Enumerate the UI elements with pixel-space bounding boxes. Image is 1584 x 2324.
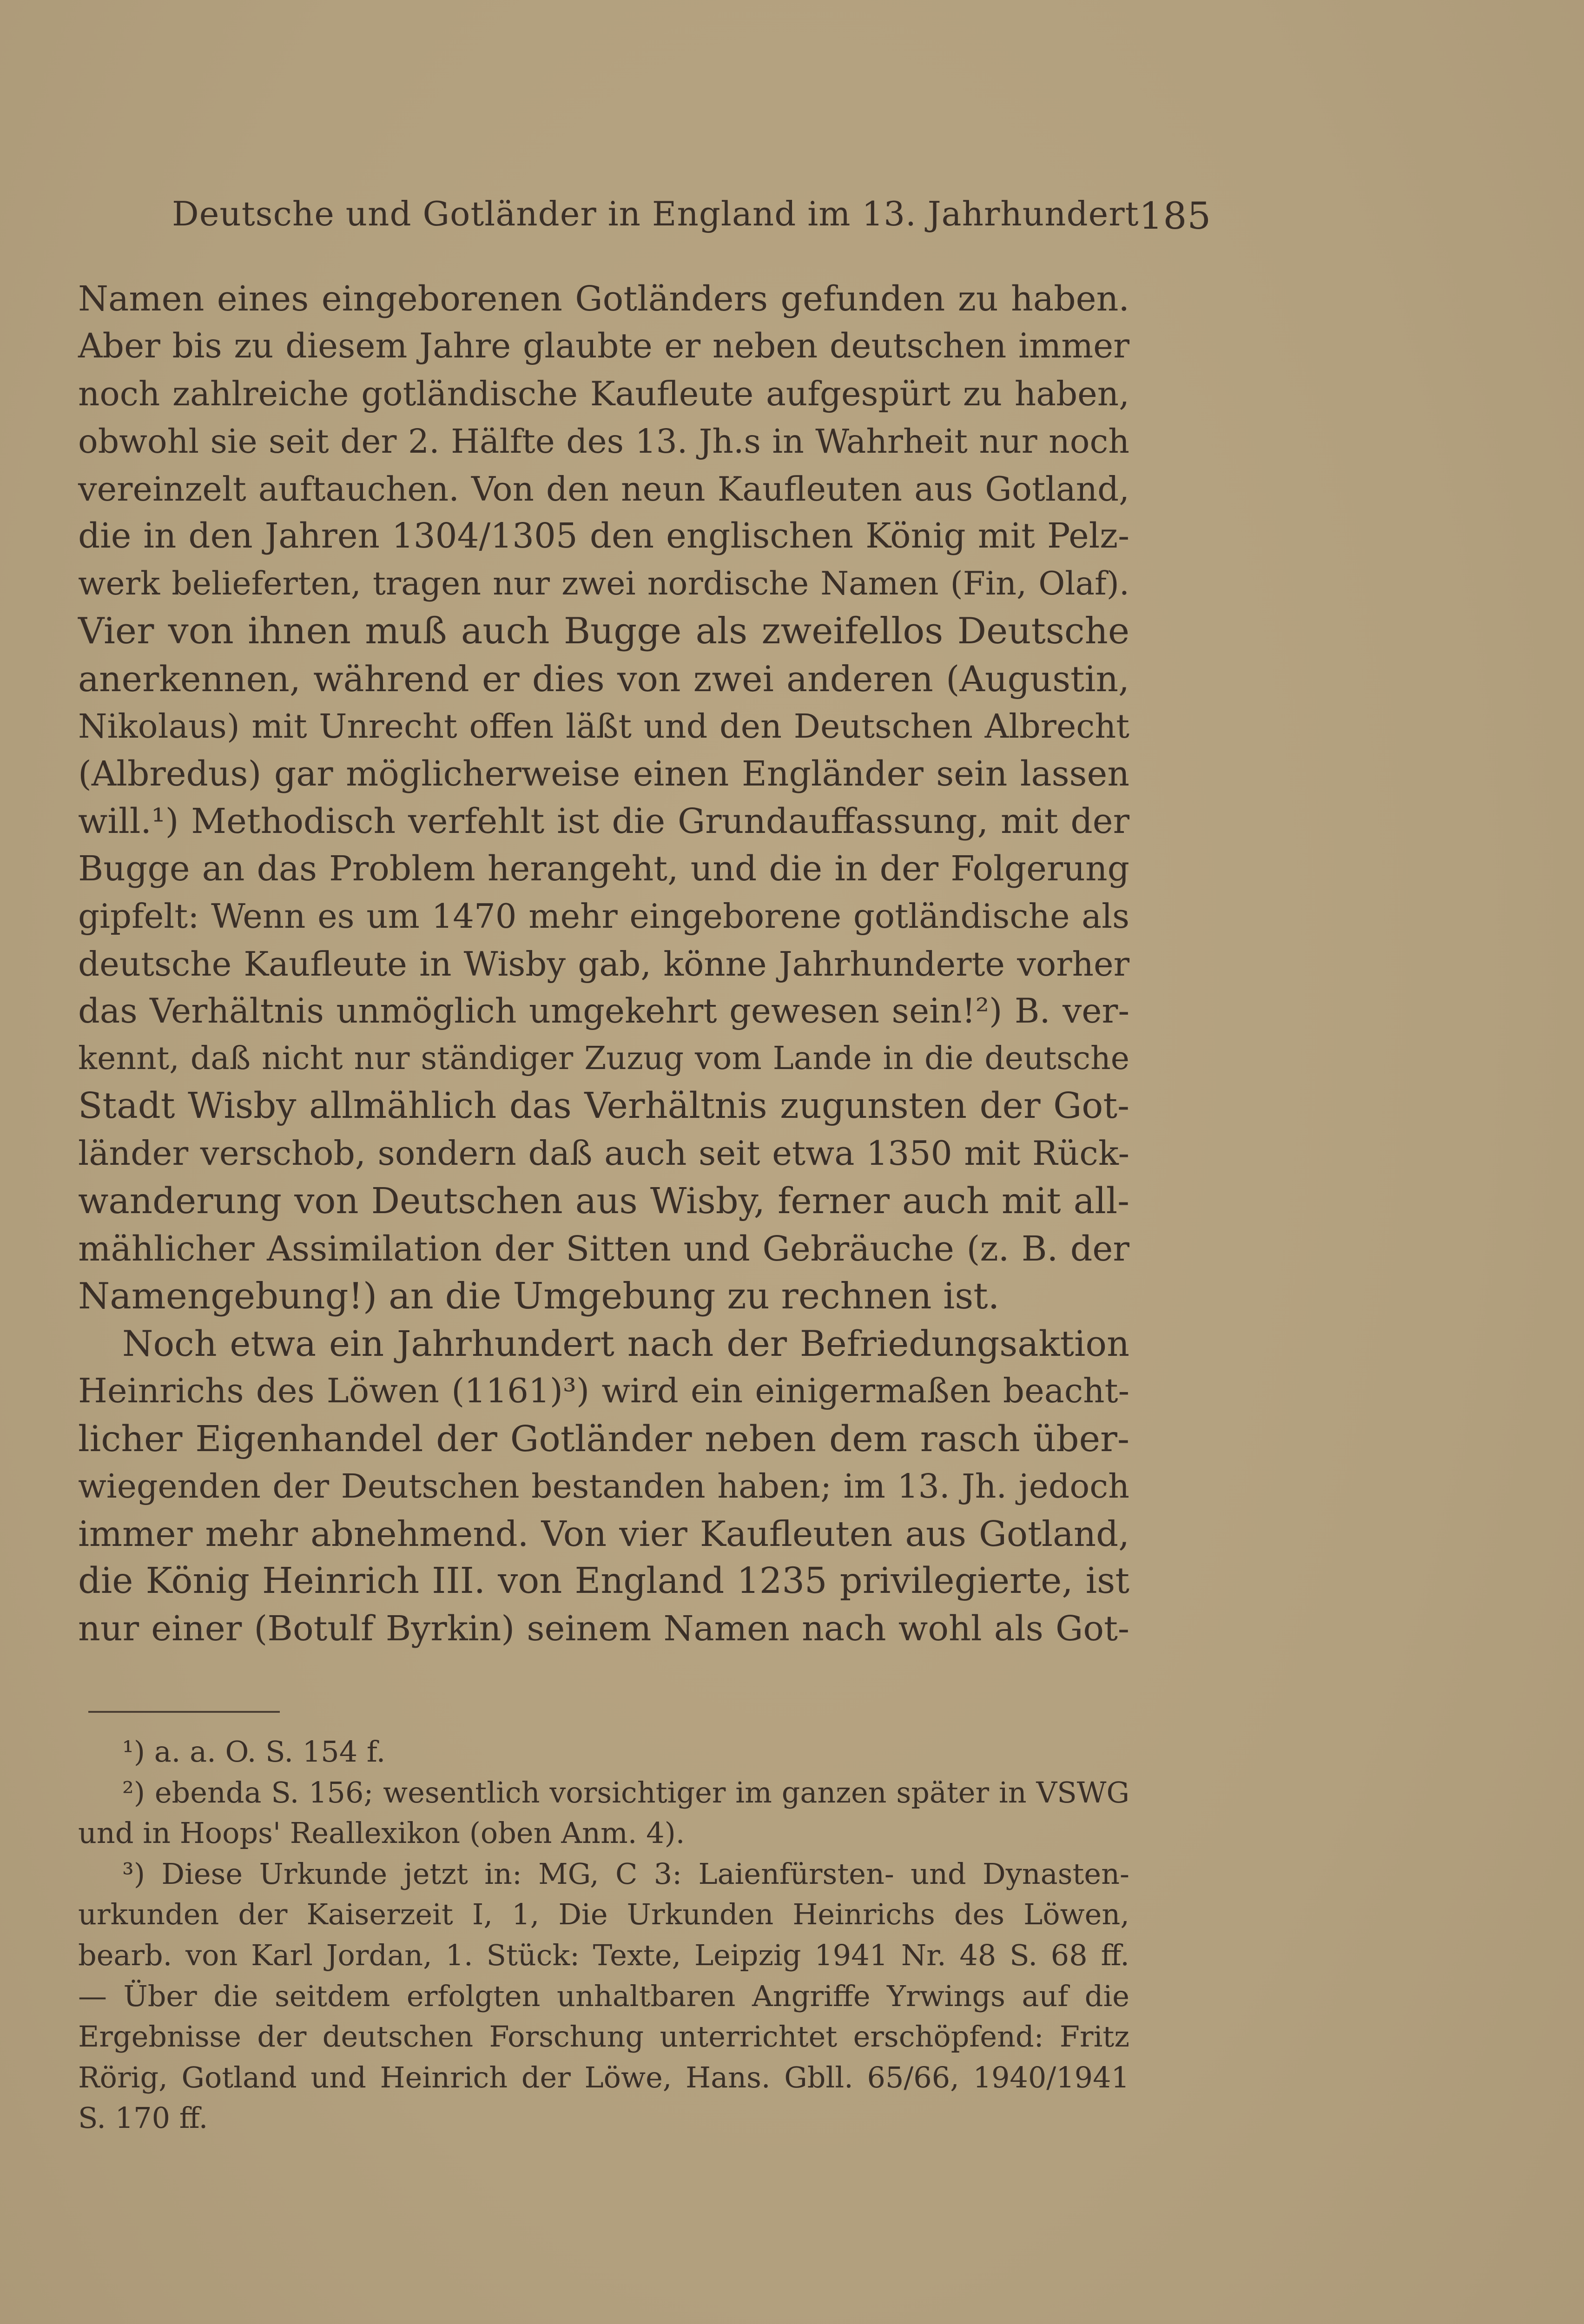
footnote-line: bearb. von Karl Jordan, 1. Stück: Texte, Leipzig 1941 Nr. 48 S. 68 ff. [78,1938,1129,1972]
body-line: anerkennen, während er dies von zwei anderen (Augustin, [78,658,1129,700]
body-line: die in den Jahren 1304/1305 den englischen König mit Pelz- [78,516,1129,556]
body-line: will.¹) Methodisch verfehlt ist die Grundauffassung, mit der [78,801,1129,842]
body-line: Nikolaus) mit Unrecht offen läßt und den Deutschen Albrecht [78,706,1129,746]
body-line: Namengebung!) an die Umgebung zu rechnen ist. [78,1275,1000,1317]
footnote-line: ¹) a. a. O. S. 154 f. [122,1735,386,1769]
body-line: die König Heinrich III. von England 1235 privilegierte, ist [78,1560,1129,1602]
body-line: das Verhältnis unmöglich umgekehrt gewesen sein!²) B. ver- [78,991,1129,1031]
running-title: Deutsche und Gotländer in England im 13. Jahrhundert [172,194,1139,233]
body-line: Noch etwa ein Jahrhundert nach der Befriedungsaktion [122,1323,1129,1365]
footnote-line: und in Hoops' Reallexikon (oben Anm. 4). [78,1816,685,1850]
page-number: 185 [1139,194,1212,238]
body-line: Stadt Wisby allmählich das Verhältnis zugunsten der Got- [78,1085,1129,1127]
body-line: gipfelt: Wenn es um 1470 mehr eingeborene gotländische als [78,897,1129,936]
footnotes [78,1731,1129,2139]
footnote-line: — Über die seitdem erfolgten unhaltbaren Angriffe Yrwings auf die [78,1979,1129,2013]
footnote-divider [88,1711,280,1713]
body-line: deutsche Kaufleute in Wisby gab, könne Jahrhunderte vorher [78,944,1129,984]
body-line: Namen eines eingeborenen Gotländers gefunden zu haben. [78,278,1129,319]
body-line: wanderung von Deutschen aus Wisby, ferner auch mit all- [78,1180,1129,1222]
body-line: Aber bis zu diesem Jahre glaubte er neben deutschen immer [78,326,1129,366]
body-line: immer mehr abnehmend. Von vier Kaufleuten aus Gotland, [78,1513,1129,1554]
running-header [172,194,1212,238]
body-text [78,275,1129,1652]
footnote-line: urkunden der Kaiserzeit I, 1, Die Urkunden Heinrichs des Löwen, [78,1897,1129,1932]
body-line: mählicher Assimilation der Sitten und Gebräuche (z. B. der [78,1228,1129,1269]
body-line: kennt, daß nicht nur ständiger Zuzug vom Lande in die deutsche [78,1040,1129,1077]
body-line: Heinrichs des Löwen (1161)³) wird ein einigermaßen beacht- [78,1372,1129,1411]
body-line: vereinzelt auftauchen. Von den neun Kaufleuten aus Gotland, [78,469,1129,508]
body-line: noch zahlreiche gotländische Kaufleute aufgespürt zu haben, [78,374,1129,414]
body-line: länder verschob, sondern daß auch seit etwa 1350 mit Rück- [78,1134,1129,1174]
footnote-line: S. 170 ff. [78,2101,208,2135]
body-line: Vier von ihnen muß auch Bugge als zweifellos Deutsche [78,610,1129,653]
body-line: wiegenden der Deutschen bestanden haben; im 13. Jh. jedoch [78,1466,1129,1505]
footnote-line: Rörig, Gotland und Heinrich der Löwe, Hans. Gbll. 65/66, 1940/1941 [78,2060,1129,2094]
body-line: nur einer (Botulf Byrkin) seinem Namen nach wohl als Got- [78,1608,1129,1649]
footnote-line: ³) Diese Urkunde jetzt in: MG, C 3: Laienfürsten- und Dynasten- [122,1856,1129,1891]
body-line: obwohl sie seit der 2. Hälfte des 13. Jh.s in Wahrheit nur noch [78,422,1129,461]
body-line: (Albredus) gar möglicherweise einen Engländer sein lassen [78,753,1129,794]
footnote-line: Ergebnisse der deutschen Forschung unterrichtet erschöpfend: Fritz [78,2020,1129,2054]
footnote-line: ²) ebenda S. 156; wesentlich vorsichtiger im ganzen später in VSWG [122,1775,1129,1809]
body-line: licher Eigenhandel der Gotländer neben dem rasch über- [78,1418,1129,1460]
body-line: Bugge an das Problem herangeht, und die in der Folgerung [78,849,1129,889]
body-line: werk belieferten, tragen nur zwei nordische Namen (Fin, Olaf). [78,565,1129,603]
